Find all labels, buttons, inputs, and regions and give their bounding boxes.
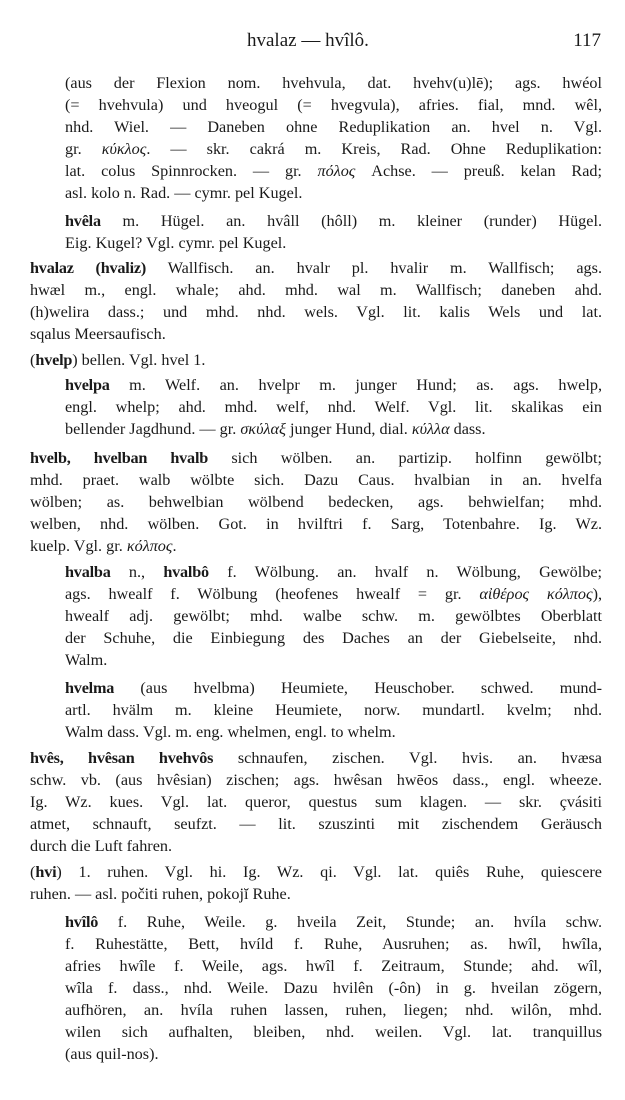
entry-line <box>65 699 602 721</box>
greek-term: σκύλαξ <box>240 420 286 438</box>
entry-text: m. Hügel. an. hvâll (hôll) m. kleiner (runder) Hügel. <box>100 212 602 230</box>
entry-text: nhd. Wiel. — Daneben ohne Reduplikation an. hvel n. Vgl. <box>65 118 602 136</box>
entry-line <box>65 1021 602 1043</box>
entry-line <box>65 721 602 743</box>
dictionary-entry <box>65 374 602 440</box>
entry-text: sqalus Meersaufisch. <box>30 325 166 343</box>
entry-line <box>30 491 602 513</box>
entry-text: gr. <box>65 140 102 158</box>
dictionary-entry <box>65 677 602 743</box>
entry-line <box>30 747 602 769</box>
entry-line <box>30 257 602 279</box>
entry-line <box>65 999 602 1021</box>
greek-term: πόλος <box>317 162 356 180</box>
greek-term: κόλπος <box>126 537 173 555</box>
headword: hvelma <box>65 679 115 697</box>
entry-text: hwæl m., engl. whale; ahd. mhd. wal m. Wallfisch; daneben ahd. <box>30 281 602 299</box>
entry-text: kuelp. Vgl. gr. <box>30 537 127 555</box>
entry-text: . — skr. cakrá m. Kreis, Rad. Ohne Reduplikation: <box>146 140 602 158</box>
page-number: 117 <box>573 30 601 51</box>
entry-text: hwealf adj. gewölbt; mhd. walbe schw. m. gewölbtes Oberblatt <box>65 607 602 625</box>
entry-text: schnaufen, zischen. Vgl. hvis. an. hvæsa <box>213 749 602 767</box>
entry-text: aufhören, an. hvíla ruhen lassen, ruhen, liegen; nhd. wilôn, mhd. <box>65 1001 602 1019</box>
entry-text: wîla f. dass., nhd. Weile. Dazu hvilên (-ôn) in g. hveilan zögern, <box>65 979 602 997</box>
entry-line <box>30 813 602 835</box>
headword: hvi <box>35 863 57 881</box>
greek-term: αἰθέρος κόλπος <box>479 585 593 603</box>
entry-text: junger Hund, dial. <box>285 420 412 438</box>
entry-text: (h)welira dass.; und mhd. nhd. wels. Vgl. lit. kalis Wels und lat. <box>30 303 602 321</box>
entry-line <box>65 1043 602 1065</box>
entry-line <box>65 677 602 699</box>
entry-line <box>30 349 602 371</box>
entry-text: m. Welf. an. hvelpr m. junger Hund; as. ags. hwelp, <box>109 376 602 394</box>
dictionary-entry <box>65 911 602 1065</box>
entry-line <box>65 955 602 977</box>
headword: hvês, hvêsan hvehvôs <box>30 749 214 767</box>
entry-line <box>65 605 602 627</box>
entry-text: ) 1. ruhen. Vgl. hi. Ig. Wz. qi. Vgl. lat. quiês Ruhe, quiescere <box>56 863 602 881</box>
dictionary-entry <box>65 72 602 204</box>
entry-text: . <box>172 537 177 555</box>
entry-text: ) bellen. Vgl. hvel 1. <box>72 351 206 369</box>
entry-line <box>30 469 602 491</box>
entry-line <box>65 232 602 254</box>
entry-line <box>30 883 602 905</box>
entry-text: ruhen. — asl. počiti ruhen, pokojĭ Ruhe. <box>30 885 291 903</box>
entry-text: der Schuhe, die Einbiegung des Daches an der Giebelseite, nhd. <box>65 629 602 647</box>
entry-line <box>30 769 602 791</box>
entry-text: asl. kolo n. Rad. — cymr. pel Kugel. <box>65 184 303 202</box>
entry-text: Wallfisch. an. hvalr pl. hvalir m. Wallfisch; ags. <box>146 259 602 277</box>
entry-line <box>65 160 602 182</box>
entry-line <box>30 535 602 557</box>
entry-text: mhd. praet. walb wölbte sich. Dazu Caus. hvalbian in an. hvelfa <box>30 471 602 489</box>
entry-line <box>30 861 602 883</box>
entry-text: f. Wölbung. an. hvalf n. Wölbung, Gewölbe; <box>208 563 602 581</box>
entry-text: ( <box>30 863 36 881</box>
entry-line <box>30 279 602 301</box>
headword: hvalaz (hvaliz) <box>30 259 147 277</box>
entry-line <box>65 627 602 649</box>
entry-text: (aus hvelbma) Heumiete, Heuschober. schwed. mund- <box>114 679 602 697</box>
entry-line <box>65 933 602 955</box>
entry-text: atmet, schnauft, seufzt. — lit. szuszinti mit zischendem Geräusch <box>30 815 602 833</box>
entry-text: (aus der Flexion nom. hvehvula, dat. hvehv(u)lē); ags. hwéol <box>65 74 602 92</box>
entry-text: afries hwîle f. Weile, ags. hwîl f. Zeitraum, Stunde; ahd. wîl, <box>65 957 602 975</box>
entry-text: Walm dass. Vgl. m. eng. whelmen, engl. to whelm. <box>65 723 396 741</box>
entry-line <box>65 977 602 999</box>
entry-line <box>30 835 602 857</box>
dictionary-entry <box>30 349 602 371</box>
entry-line <box>30 513 602 535</box>
entry-text: Ig. Wz. kues. Vgl. lat. queror, questus sum klagen. — skr. çvásiti <box>30 793 602 811</box>
entry-line <box>65 649 602 671</box>
entry-line <box>65 561 602 583</box>
dictionary-entry <box>30 861 602 905</box>
entry-text: welben, nhd. wölben. Got. in hvilftri f. Sarg, Totenbahre. Ig. Wz. <box>30 515 602 533</box>
entry-text: durch die Luft fahren. <box>30 837 173 855</box>
entry-text: ags. hwealf f. Wölbung (heofenes hwealf = gr. <box>65 585 480 603</box>
greek-term: κύκλος <box>101 140 147 158</box>
entry-line <box>65 396 602 418</box>
entry-line <box>30 323 602 345</box>
entry-text: (= hvehvula) und hveogul (= hvegvula), afries. fial, mnd. wêl, <box>65 96 602 114</box>
entry-line <box>65 911 602 933</box>
entry-line <box>65 374 602 396</box>
entry-text: dass. <box>449 420 486 438</box>
entry-text: Achse. — preuß. kelan Rad; <box>355 162 602 180</box>
headword: hvelpa <box>65 376 110 394</box>
running-head: hvalaz — hvîlô. <box>247 30 369 51</box>
entry-text: lat. colus Spinnrocken. — gr. <box>65 162 318 180</box>
entry-line <box>65 138 602 160</box>
entry-line <box>30 447 602 469</box>
entry-text: ( <box>30 351 36 369</box>
entry-line <box>65 72 602 94</box>
entry-text: wölben; as. behwelbian wölbend bedecken, ags. behwielfan; mhd. <box>30 493 602 511</box>
entry-text: wilen sich aufhalten, bleiben, nhd. weilen. Vgl. lat. tranquillus <box>65 1023 602 1041</box>
entry-line <box>65 116 602 138</box>
entry-line <box>65 583 602 605</box>
dictionary-entry <box>30 257 602 345</box>
headword: hvelb, hvelban hvalb <box>30 449 209 467</box>
entry-text: f. Ruhestätte, Bett, hvíld f. Ruhe, Ausruhen; as. hwîl, hwîla, <box>65 935 602 953</box>
dictionary-entry <box>30 447 602 557</box>
greek-term: κύλλα <box>411 420 450 438</box>
entry-line <box>30 301 602 323</box>
entry-line <box>65 94 602 116</box>
entry-text: engl. whelp; ahd. mhd. welf, nhd. Welf. Vgl. lit. skalikas ein <box>65 398 602 416</box>
entry-line <box>65 210 602 232</box>
headword: hvalbô <box>163 563 209 581</box>
entry-text: sich wölben. an. partizip. holfinn gewölbt; <box>208 449 602 467</box>
entry-text: ), <box>592 585 602 603</box>
entry-text: f. Ruhe, Weile. g. hveila Zeit, Stunde; an. hvíla schw. <box>98 913 602 931</box>
headword: hvêla <box>65 212 101 230</box>
entry-text: Walm. <box>65 651 108 669</box>
entry-text: bellender Jagdhund. — gr. <box>65 420 241 438</box>
entry-text: artl. hvälm m. kleine Heumiete, norw. mundartl. kvelm; nhd. <box>65 701 602 719</box>
entry-text: schw. vb. (aus hvêsian) zischen; ags. hwêsan hwēos dass., engl. wheeze. <box>30 771 602 789</box>
dictionary-entry <box>65 561 602 671</box>
headword: hvelp <box>35 351 73 369</box>
entry-line <box>65 418 602 440</box>
entry-line <box>65 182 602 204</box>
entry-text: n., <box>110 563 164 581</box>
dictionary-entry <box>30 747 602 857</box>
entry-line <box>30 791 602 813</box>
entry-text: Eig. Kugel? Vgl. cymr. pel Kugel. <box>65 234 287 252</box>
dictionary-entry <box>65 210 602 254</box>
headword: hvalba <box>65 563 111 581</box>
headword: hvîlô <box>65 913 99 931</box>
entry-text: (aus quil-nos). <box>65 1045 159 1063</box>
